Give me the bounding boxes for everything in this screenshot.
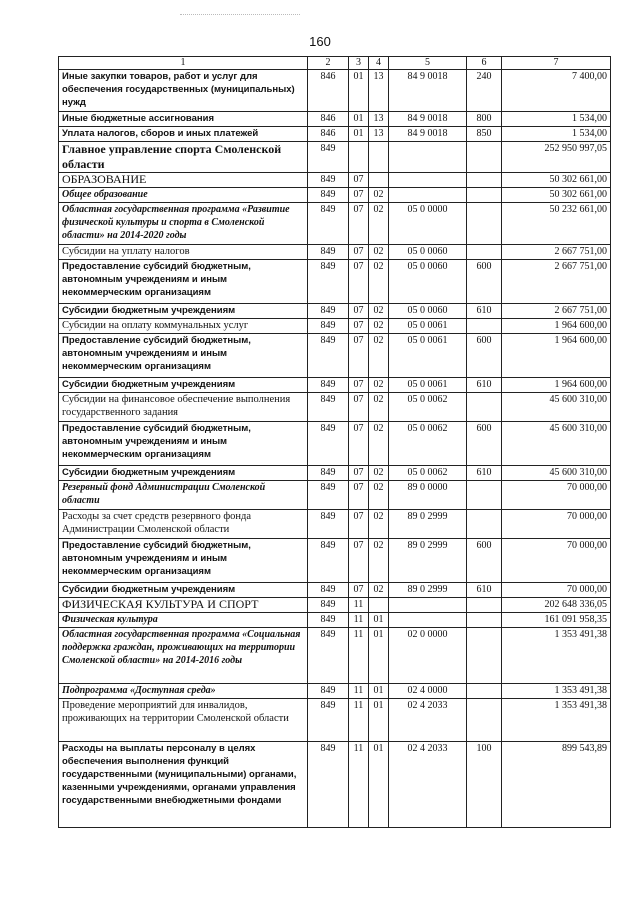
- subsection-code-cell: 01: [369, 613, 389, 628]
- section-code-cell: 07: [349, 173, 369, 188]
- section-code-cell: 07: [349, 422, 369, 466]
- subsection-code-cell: 02: [369, 260, 389, 304]
- ministry-code-cell: 849: [308, 378, 349, 393]
- amount-cell: 1 353 491,38: [502, 699, 611, 742]
- amount-cell: 50 302 661,00: [502, 188, 611, 203]
- amount-cell: 45 600 310,00: [502, 393, 611, 422]
- ministry-code-cell: 849: [308, 613, 349, 628]
- expense-type-cell: 600: [467, 334, 502, 378]
- target-article-cell: 02 0 0000: [389, 628, 467, 684]
- ministry-code-cell: 849: [308, 539, 349, 583]
- section-code-cell: 11: [349, 613, 369, 628]
- subsection-code-cell: [369, 598, 389, 613]
- subsection-code-cell: 02: [369, 481, 389, 510]
- table-row: [59, 260, 611, 304]
- expense-type-cell: [467, 481, 502, 510]
- section-code-cell: 01: [349, 112, 369, 127]
- header-cell: 2: [308, 57, 349, 70]
- target-article-cell: 02 4 2033: [389, 742, 467, 828]
- target-article-cell: 89 0 2999: [389, 510, 467, 539]
- target-article-cell: [389, 613, 467, 628]
- expense-type-cell: [467, 684, 502, 699]
- expense-name-cell: Областная государственная программа «Развитие физической культуры и спорта в Смоленской области» на 2014-2020 годы: [59, 203, 308, 245]
- subsection-code-cell: 01: [369, 699, 389, 742]
- target-article-cell: 02 4 2033: [389, 699, 467, 742]
- expense-name-cell: Иные бюджетные ассигнования: [59, 112, 308, 127]
- table-row: [59, 70, 611, 112]
- target-article-cell: [389, 598, 467, 613]
- target-article-cell: 05 0 0062: [389, 466, 467, 481]
- section-code-cell: 07: [349, 188, 369, 203]
- expense-name-cell: Предоставление субсидий бюджетным, автономным учреждениям и иным некоммерческим организациям: [59, 539, 308, 583]
- ministry-code-cell: 849: [308, 583, 349, 598]
- header-cell: 1: [59, 57, 308, 70]
- header-row: [59, 57, 611, 70]
- ministry-code-cell: 849: [308, 203, 349, 245]
- target-article-cell: 05 0 0060: [389, 304, 467, 319]
- table-row: [59, 684, 611, 699]
- expense-type-cell: 850: [467, 127, 502, 142]
- amount-cell: 2 667 751,00: [502, 245, 611, 260]
- target-article-cell: 84 9 0018: [389, 70, 467, 112]
- subsection-code-cell: 01: [369, 684, 389, 699]
- expense-type-cell: [467, 613, 502, 628]
- table-row: [59, 539, 611, 583]
- table-row: [59, 393, 611, 422]
- expense-name-cell: Предоставление субсидий бюджетным, автономным учреждениям и иным некоммерческим организациям: [59, 334, 308, 378]
- table-row: [59, 598, 611, 613]
- expense-name-cell: ОБРАЗОВАНИЕ: [59, 173, 308, 188]
- expense-type-cell: [467, 319, 502, 334]
- subsection-code-cell: 02: [369, 203, 389, 245]
- subsection-code-cell: 02: [369, 378, 389, 393]
- expense-name-cell: Иные закупки товаров, работ и услуг для обеспечения государственных (муниципальных) нужд: [59, 70, 308, 112]
- amount-cell: 1 534,00: [502, 112, 611, 127]
- target-article-cell: 89 0 0000: [389, 481, 467, 510]
- expense-name-cell: Субсидии бюджетным учреждениям: [59, 466, 308, 481]
- amount-cell: 161 091 958,35: [502, 613, 611, 628]
- expense-type-cell: 240: [467, 70, 502, 112]
- table-row: [59, 699, 611, 742]
- expense-name-cell: Предоставление субсидий бюджетным, автономным учреждениям и иным некоммерческим организациям: [59, 422, 308, 466]
- target-article-cell: 05 0 0060: [389, 260, 467, 304]
- section-code-cell: 07: [349, 304, 369, 319]
- ministry-code-cell: 846: [308, 112, 349, 127]
- amount-cell: 70 000,00: [502, 583, 611, 598]
- table-row: [59, 188, 611, 203]
- table-row: [59, 127, 611, 142]
- expense-name-cell: Общее образование: [59, 188, 308, 203]
- section-code-cell: 07: [349, 378, 369, 393]
- header-cell: 4: [369, 57, 389, 70]
- subsection-code-cell: 02: [369, 583, 389, 598]
- section-code-cell: 11: [349, 684, 369, 699]
- section-code-cell: 11: [349, 699, 369, 742]
- ministry-code-cell: 849: [308, 699, 349, 742]
- ministry-code-cell: 849: [308, 173, 349, 188]
- section-code-cell: 07: [349, 319, 369, 334]
- subsection-code-cell: 13: [369, 70, 389, 112]
- subsection-code-cell: [369, 173, 389, 188]
- expense-name-cell: Субсидии бюджетным учреждениям: [59, 378, 308, 393]
- expense-name-cell: Главное управление спорта Смоленской области: [59, 142, 308, 173]
- expense-type-cell: [467, 188, 502, 203]
- expense-type-cell: [467, 510, 502, 539]
- amount-cell: 899 543,89: [502, 742, 611, 828]
- expense-type-cell: [467, 142, 502, 173]
- expense-type-cell: 100: [467, 742, 502, 828]
- subsection-code-cell: 02: [369, 466, 389, 481]
- expense-name-cell: Субсидии на оплату коммунальных услуг: [59, 319, 308, 334]
- subsection-code-cell: 01: [369, 628, 389, 684]
- expense-name-cell: Расходы на выплаты персоналу в целях обеспечения выполнения функций государственными (муниципальными) органами, казенными учреждениями, органами управления государственными внебюджетными фондами: [59, 742, 308, 828]
- expense-type-cell: [467, 173, 502, 188]
- ministry-code-cell: 849: [308, 422, 349, 466]
- amount-cell: 45 600 310,00: [502, 422, 611, 466]
- target-article-cell: 05 0 0061: [389, 319, 467, 334]
- section-code-cell: [349, 142, 369, 173]
- target-article-cell: 89 0 2999: [389, 583, 467, 598]
- subsection-code-cell: 13: [369, 112, 389, 127]
- section-code-cell: 07: [349, 481, 369, 510]
- target-article-cell: 05 0 0062: [389, 393, 467, 422]
- table-row: [59, 173, 611, 188]
- page-number: 160: [309, 34, 331, 49]
- expense-type-cell: [467, 699, 502, 742]
- ministry-code-cell: 849: [308, 742, 349, 828]
- amount-cell: 1 534,00: [502, 127, 611, 142]
- ministry-code-cell: 849: [308, 245, 349, 260]
- ministry-code-cell: 849: [308, 684, 349, 699]
- ministry-code-cell: 849: [308, 598, 349, 613]
- amount-cell: 1 353 491,38: [502, 684, 611, 699]
- target-article-cell: [389, 142, 467, 173]
- expense-type-cell: [467, 245, 502, 260]
- expense-name-cell: Областная государственная программа «Социальная поддержка граждан, проживающих на территории Смоленской области» на 2014-2016 годы: [59, 628, 308, 684]
- ministry-code-cell: 849: [308, 188, 349, 203]
- ministry-code-cell: 849: [308, 510, 349, 539]
- budget-table: [58, 56, 611, 828]
- expense-type-cell: 600: [467, 260, 502, 304]
- subsection-code-cell: 02: [369, 422, 389, 466]
- section-code-cell: 11: [349, 742, 369, 828]
- subsection-code-cell: 02: [369, 539, 389, 583]
- section-code-cell: 11: [349, 598, 369, 613]
- table-row: [59, 319, 611, 334]
- table-row: [59, 304, 611, 319]
- ministry-code-cell: 846: [308, 127, 349, 142]
- expense-name-cell: Подпрограмма «Доступная среда»: [59, 684, 308, 699]
- section-code-cell: 07: [349, 203, 369, 245]
- expense-type-cell: 600: [467, 422, 502, 466]
- table-row: [59, 334, 611, 378]
- table-row: [59, 742, 611, 828]
- section-code-cell: 07: [349, 393, 369, 422]
- expense-name-cell: Субсидии на уплату налогов: [59, 245, 308, 260]
- expense-name-cell: Проведение мероприятий для инвалидов, проживающих на территории Смоленской области: [59, 699, 308, 742]
- table-row: [59, 112, 611, 127]
- header-cell: 7: [502, 57, 611, 70]
- target-article-cell: 05 0 0000: [389, 203, 467, 245]
- amount-cell: 1 964 600,00: [502, 378, 611, 393]
- amount-cell: 7 400,00: [502, 70, 611, 112]
- ministry-code-cell: 849: [308, 304, 349, 319]
- table-row: [59, 510, 611, 539]
- expense-type-cell: 800: [467, 112, 502, 127]
- expense-type-cell: 610: [467, 378, 502, 393]
- section-code-cell: 07: [349, 510, 369, 539]
- expense-name-cell: Расходы за счет средств резервного фонда Администрации Смоленской области: [59, 510, 308, 539]
- expense-name-cell: Физическая культура: [59, 613, 308, 628]
- amount-cell: 202 648 336,05: [502, 598, 611, 613]
- target-article-cell: 05 0 0062: [389, 422, 467, 466]
- expense-type-cell: [467, 598, 502, 613]
- expense-type-cell: [467, 393, 502, 422]
- table-row: [59, 422, 611, 466]
- ministry-code-cell: 849: [308, 142, 349, 173]
- expense-name-cell: Уплата налогов, сборов и иных платежей: [59, 127, 308, 142]
- expense-type-cell: 600: [467, 539, 502, 583]
- amount-cell: 70 000,00: [502, 510, 611, 539]
- target-article-cell: 05 0 0061: [389, 378, 467, 393]
- table-row: [59, 613, 611, 628]
- section-code-cell: 07: [349, 583, 369, 598]
- section-code-cell: 01: [349, 70, 369, 112]
- expense-name-cell: Субсидии бюджетным учреждениям: [59, 304, 308, 319]
- section-code-cell: 07: [349, 466, 369, 481]
- amount-cell: 45 600 310,00: [502, 466, 611, 481]
- amount-cell: 252 950 997,05: [502, 142, 611, 173]
- amount-cell: 1 964 600,00: [502, 334, 611, 378]
- ministry-code-cell: 849: [308, 481, 349, 510]
- ministry-code-cell: 849: [308, 393, 349, 422]
- target-article-cell: 84 9 0018: [389, 112, 467, 127]
- target-article-cell: [389, 173, 467, 188]
- ministry-code-cell: 849: [308, 319, 349, 334]
- expense-type-cell: 610: [467, 304, 502, 319]
- subsection-code-cell: 01: [369, 742, 389, 828]
- ministry-code-cell: 849: [308, 334, 349, 378]
- expense-name-cell: Субсидии бюджетным учреждениям: [59, 583, 308, 598]
- ministry-code-cell: 849: [308, 260, 349, 304]
- table-row: [59, 466, 611, 481]
- target-article-cell: 02 4 0000: [389, 684, 467, 699]
- expense-name-cell: Предоставление субсидий бюджетным, автономным учреждениям и иным некоммерческим организациям: [59, 260, 308, 304]
- subsection-code-cell: 02: [369, 245, 389, 260]
- table-row: [59, 628, 611, 684]
- expense-name-cell: Резервный фонд Администрации Смоленской области: [59, 481, 308, 510]
- expense-type-cell: [467, 203, 502, 245]
- expense-type-cell: 610: [467, 466, 502, 481]
- target-article-cell: 05 0 0060: [389, 245, 467, 260]
- ministry-code-cell: 849: [308, 628, 349, 684]
- header-cell: 6: [467, 57, 502, 70]
- amount-cell: 50 302 661,00: [502, 173, 611, 188]
- ministry-code-cell: 846: [308, 70, 349, 112]
- amount-cell: 2 667 751,00: [502, 260, 611, 304]
- table-row: [59, 142, 611, 173]
- table-row: [59, 583, 611, 598]
- section-code-cell: 07: [349, 260, 369, 304]
- subsection-code-cell: 02: [369, 510, 389, 539]
- section-code-cell: 07: [349, 539, 369, 583]
- expense-type-cell: [467, 628, 502, 684]
- expense-name-cell: ФИЗИЧЕСКАЯ КУЛЬТУРА И СПОРТ: [59, 598, 308, 613]
- subsection-code-cell: [369, 142, 389, 173]
- header-cell: 3: [349, 57, 369, 70]
- target-article-cell: [389, 188, 467, 203]
- amount-cell: 70 000,00: [502, 539, 611, 583]
- section-code-cell: 07: [349, 245, 369, 260]
- subsection-code-cell: 02: [369, 334, 389, 378]
- table-row: [59, 245, 611, 260]
- scan-artifact: [180, 14, 300, 15]
- table-row: [59, 203, 611, 245]
- header-cell: 5: [389, 57, 467, 70]
- table-row: [59, 481, 611, 510]
- section-code-cell: 11: [349, 628, 369, 684]
- amount-cell: 1 353 491,38: [502, 628, 611, 684]
- amount-cell: 50 232 661,00: [502, 203, 611, 245]
- section-code-cell: 07: [349, 334, 369, 378]
- subsection-code-cell: 13: [369, 127, 389, 142]
- subsection-code-cell: 02: [369, 304, 389, 319]
- section-code-cell: 01: [349, 127, 369, 142]
- target-article-cell: 84 9 0018: [389, 127, 467, 142]
- expense-type-cell: 610: [467, 583, 502, 598]
- expense-name-cell: Субсидии на финансовое обеспечение выполнения государственного задания: [59, 393, 308, 422]
- target-article-cell: 89 0 2999: [389, 539, 467, 583]
- subsection-code-cell: 02: [369, 393, 389, 422]
- target-article-cell: 05 0 0061: [389, 334, 467, 378]
- amount-cell: 2 667 751,00: [502, 304, 611, 319]
- amount-cell: 1 964 600,00: [502, 319, 611, 334]
- subsection-code-cell: 02: [369, 188, 389, 203]
- amount-cell: 70 000,00: [502, 481, 611, 510]
- table-row: [59, 378, 611, 393]
- ministry-code-cell: 849: [308, 466, 349, 481]
- subsection-code-cell: 02: [369, 319, 389, 334]
